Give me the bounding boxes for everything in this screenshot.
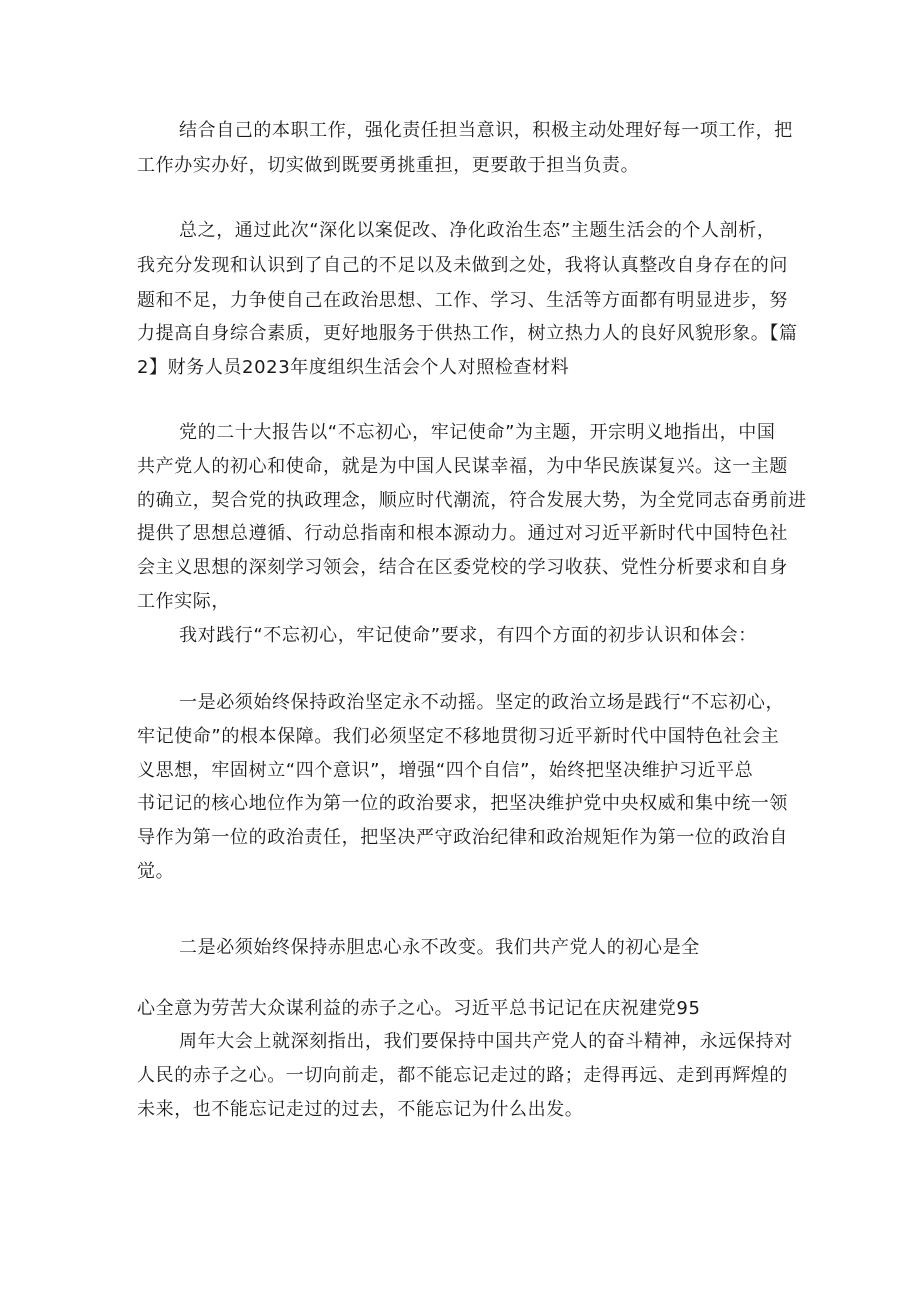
text-line: 牢记使命”的根本保障。我们必须坚定不移地贯彻习近平新时代中国特色社会主 — [137, 726, 780, 747]
text-line: 的确立，契合党的执政理念，顺应时代潮流，符合发展大势，为全党同志奋勇前进 — [137, 490, 807, 511]
text-line: 义思想，牢固树立“四个意识”，增强“四个自信”，始终把坚决维护习近平总 — [137, 760, 754, 781]
text-line: 书记记的核心地位作为第一位的政治要求，把坚决维护党中央权威和集中统一领 — [137, 793, 788, 814]
text-line: 觉。 — [137, 861, 175, 882]
text-line: 党的二十大报告以“不忘初心，牢记使命”为主题，开宗明义地指出，中国 — [179, 422, 776, 443]
text-line: 人民的赤子之心。一切向前走，都不能忘记走过的路；走得再远、走到再辉煌的 — [137, 1065, 788, 1086]
text-line: 一是必须始终保持政治坚定永不动摇。坚定的政治立场是践行“不忘初心， — [179, 692, 785, 713]
text-line: 总之，通过此次“深化以案促改、净化政治生态”主题生活会的个人剖析， — [179, 220, 776, 241]
text-line: 工作办实办好，切实做到既要勇挑重担，更要敢于担当负责。 — [137, 155, 640, 176]
text-line: 提供了思想总遵循、行动总指南和根本源动力。通过对习近平新时代中国特色社 — [137, 523, 788, 544]
text-line: 结合自己的本职工作，强化责任担当意识，积极主动处理好每一项工作，把 — [179, 120, 793, 141]
text-line: 会主义思想的深刻学习领会，结合在区委党校的学习收获、党性分析要求和自身 — [137, 557, 788, 578]
section-heading-line: 2】财务人员2023年度组织生活会个人对照检查材料 — [137, 357, 570, 378]
text-line: 共产党人的初心和使命，就是为中国人民谋幸福，为中华民族谋复兴。这一主题 — [137, 456, 788, 477]
text-line: 题和不足，力争使自己在政治思想、工作、学习、生活等方面都有明显进步，努 — [137, 290, 788, 311]
text-line: 我对践行“不忘初心，牢记使命”要求，有四个方面的初步认识和体会： — [179, 625, 757, 646]
text-line: 未来，也不能忘记走过的过去，不能忘记为什么出发。 — [137, 1099, 584, 1120]
text-line: 力提高自身综合素质，更好地服务于供热工作，树立热力人的良好风貌形象。【篇 — [137, 323, 798, 344]
text-line: 工作实际， — [137, 591, 230, 612]
text-line: 心全意为劳苦大众谋利益的赤子之心。习近平总书记记在庆祝建党95 — [137, 998, 701, 1019]
text-line: 我充分发现和认识到了自己的不足以及未做到之处，我将认真整改自身存在的问 — [137, 255, 788, 276]
text-line: 导作为第一位的政治责任，把坚决严守政治纪律和政治规矩作为第一位的政治自 — [137, 827, 788, 848]
text-line: 二是必须始终保持赤胆忠心永不改变。我们共产党人的初心是全 — [179, 937, 700, 958]
text-line: 周年大会上就深刻指出，我们要保持中国共产党人的奋斗精神，永远保持对 — [179, 1031, 793, 1052]
